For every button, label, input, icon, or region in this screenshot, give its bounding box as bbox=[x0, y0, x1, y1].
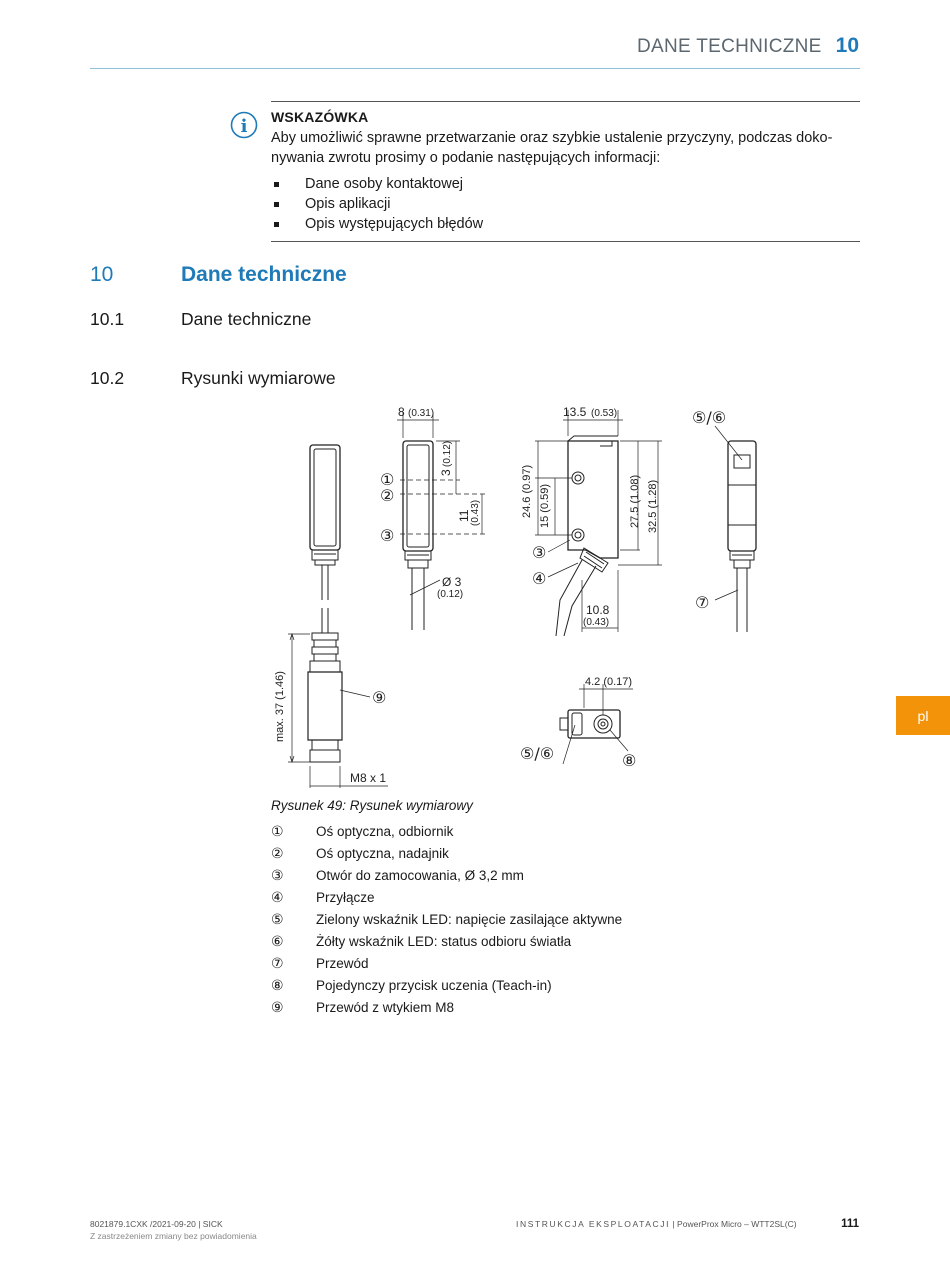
dimension-drawing bbox=[260, 400, 780, 795]
callout-3-side: ③ bbox=[532, 543, 547, 562]
figure-caption: Rysunek 49: Rysunek wymiarowy bbox=[271, 798, 473, 813]
legend-item bbox=[271, 910, 622, 932]
list-item: Opis aplikacji bbox=[271, 194, 483, 214]
callout-8: ⑧ bbox=[622, 751, 637, 770]
info-icon bbox=[230, 111, 258, 139]
dim-27-5: 27.5 (1.08) bbox=[629, 474, 641, 528]
footer-manual-info bbox=[516, 1219, 797, 1229]
sensor-back-view bbox=[715, 426, 756, 632]
dim-13-5-inch: (0.53) bbox=[591, 408, 618, 419]
callout-7: ⑦ bbox=[695, 593, 710, 612]
page-number: 111 bbox=[841, 1218, 859, 1230]
header-title: DANE TECHNICZNE bbox=[636, 36, 822, 57]
legend-number: ① bbox=[271, 824, 284, 840]
section-heading-10-2 bbox=[90, 368, 336, 389]
section-number: 10.2 bbox=[90, 368, 125, 388]
dim-3-inch: (0.12) bbox=[442, 440, 453, 467]
legend-text: Otwór do zamocowania, Ø 3,2 mm bbox=[316, 868, 524, 883]
footer-doc-id: 8021879.1CXK /2021-09-20 | SICK bbox=[90, 1219, 223, 1229]
list-item: Dane osoby kontaktowej bbox=[271, 174, 483, 194]
legend-text: Zielony wskaźnik LED: napięcie zasilające aktywne bbox=[316, 912, 623, 927]
legend-number: ② bbox=[271, 846, 284, 862]
dim-3: 3 bbox=[439, 469, 453, 476]
section-title: Rysunki wymiarowe bbox=[181, 368, 336, 388]
note-title: WSKAZÓWKA bbox=[271, 109, 369, 125]
legend-item bbox=[271, 866, 622, 888]
dim-10-8: 10.8 bbox=[586, 603, 610, 617]
dim-11: 11 bbox=[457, 509, 471, 522]
language-tab[interactable]: pl bbox=[896, 696, 950, 735]
section-heading-10-1 bbox=[90, 309, 311, 330]
legend-text: Oś optyczna, odbiornik bbox=[316, 824, 454, 839]
legend-text: Pojedynczy przycisk uczenia (Teach-in) bbox=[316, 978, 552, 993]
footer-disclaimer: Z zastrzeżeniem zmiany bez powiadomienia bbox=[90, 1231, 257, 1241]
callout-4: ④ bbox=[532, 569, 547, 588]
legend-number: ⑦ bbox=[271, 956, 284, 972]
dim-width-top: 8 bbox=[398, 405, 405, 419]
dim-13-5: 13.5 bbox=[563, 405, 587, 419]
legend-number: ⑨ bbox=[271, 1000, 284, 1016]
header-chapter-number: 10 bbox=[835, 34, 859, 57]
legend-number: ⑥ bbox=[271, 934, 284, 950]
section-number: 10.1 bbox=[90, 309, 125, 329]
dim-width-top-inch: (0.31) bbox=[408, 408, 435, 419]
legend-item bbox=[271, 954, 622, 976]
legend-number: ⑧ bbox=[271, 978, 284, 994]
callout-2: ② bbox=[380, 486, 395, 505]
callout-9: ⑨ bbox=[372, 688, 387, 707]
section-heading-10 bbox=[90, 263, 347, 287]
legend-number: ⑤ bbox=[271, 912, 284, 928]
legend-text: Żółty wskaźnik LED: status odbioru światła bbox=[316, 934, 572, 949]
legend-number: ④ bbox=[271, 890, 284, 906]
legend-item bbox=[271, 822, 622, 844]
dim-11-inch: (0.43) bbox=[470, 499, 481, 526]
header-rule bbox=[90, 68, 860, 69]
legend-text: Oś optyczna, nadajnik bbox=[316, 846, 449, 861]
legend-item bbox=[271, 888, 622, 910]
dim-4-2: 4.2 (0.17) bbox=[585, 676, 633, 688]
legend-number: ③ bbox=[271, 868, 284, 884]
note-body: Aby umożliwić sprawne przetwarzanie oraz szybkie ustalenie przyczyny, podczas doko- nywania zwrotu prosimy o podanie następujących informacji: bbox=[271, 130, 833, 166]
dim-10-8-inch: (0.43) bbox=[583, 617, 610, 628]
footer-doc-info bbox=[90, 1218, 257, 1242]
legend-text: Przewód z wtykiem M8 bbox=[316, 1000, 455, 1015]
dim-24-6: 24.6 (0.97) bbox=[521, 464, 533, 518]
legend-text: Przewód bbox=[316, 956, 369, 971]
dim-cable-diameter: Ø 3 bbox=[442, 575, 462, 589]
callout-1: ① bbox=[380, 470, 395, 489]
dim-max-37: max. 37 (1.46) bbox=[274, 671, 286, 742]
section-title: Dane techniczne bbox=[181, 263, 347, 286]
note-list bbox=[271, 174, 483, 234]
sensor-with-cable-view bbox=[288, 445, 388, 788]
running-header bbox=[637, 34, 859, 58]
callout-3: ③ bbox=[380, 526, 395, 545]
figure-legend bbox=[271, 822, 622, 1020]
footer-manual-label: INSTRUKCJA EKSPLOATACJI bbox=[516, 1219, 671, 1229]
note-box bbox=[271, 101, 860, 242]
legend-item bbox=[271, 976, 622, 998]
svg-text:i: i bbox=[240, 116, 248, 137]
section-number: 10 bbox=[90, 263, 114, 286]
legend-text: Przyłącze bbox=[316, 890, 375, 905]
footer-product: | PowerProx Micro – WTT2SL(C) bbox=[672, 1219, 797, 1229]
dim-15: 15 (0.59) bbox=[539, 483, 551, 528]
callout-5-6-back: ⑤/⑥ bbox=[692, 408, 727, 427]
legend-item bbox=[271, 844, 622, 866]
section-title: Dane techniczne bbox=[181, 309, 312, 329]
list-item: Opis występujących błędów bbox=[271, 214, 483, 234]
dim-cable-diameter-inch: (0.12) bbox=[437, 589, 464, 600]
callout-5-6-top: ⑤/⑥ bbox=[520, 744, 555, 763]
dim-m8-thread: M8 x 1 bbox=[350, 771, 387, 785]
dim-32-5: 32.5 (1.28) bbox=[647, 479, 659, 533]
legend-item bbox=[271, 998, 622, 1020]
legend-item bbox=[271, 932, 622, 954]
